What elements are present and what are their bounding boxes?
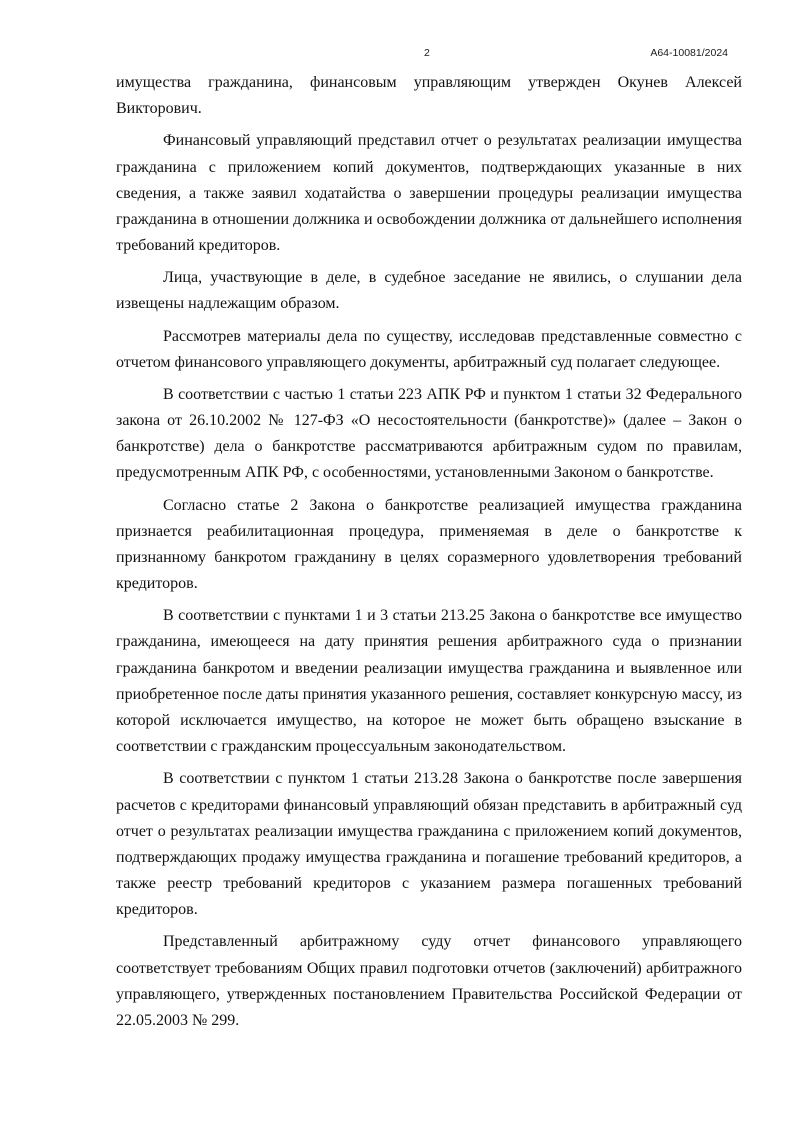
case-number: А64-10081/2024 — [650, 47, 728, 59]
page-number: 2 — [424, 47, 430, 59]
paragraph-article-213-28: В соответствии с пунктом 1 статьи 213.28 Закона о банкротстве после завершения расчетов с кредиторами финансовый управляющий обязан представить в арбитражный суд отчет о результатах реализации имущества гражданина с приложением копий документов, подтверждающих продажу имущества гражданина и погашение требований кредиторов, а также реестр требований кредиторов с указанием размера погашенных требований кредиторов. — [116, 770, 742, 919]
paragraph-parties-absent: Лица, участвующие в деле, в судебное заседание не явились, о слушании дела извещены надлежащим образом. — [116, 269, 742, 313]
paragraph-article-213-25: В соответствии с пунктами 1 и 3 статьи 213.25 Закона о банкротстве все имущество гражданина, имеющееся на дату принятия решения арбитражного суда о признании гражданина банкротом и введении реализации имущества гражданина и выявленное или приобретенное после даты принятия указанного решения, составляет конкурсную массу, из которой исключается имущество, на которое не может быть обращено взыскание в соответствии с гражданским процессуальным законодательством. — [116, 607, 742, 756]
page-header — [0, 47, 800, 63]
paragraph-court-considers: Рассмотрев материалы дела по существу, исследовав представленные совместно с отчетом финансового управляющего документы, арбитражный суд полагает следующее. — [116, 327, 742, 371]
paragraph-continuation: имущества гражданина, финансовым управляющим утвержден Окунев Алексей Викторович. — [116, 74, 742, 118]
paragraph-report-submitted: Финансовый управляющий представил отчет о результатах реализации имущества гражданина с приложением копий документов, подтверждающих указанные в них сведения, а также заявил ходатайства о завершении процедуры реализации имущества гражданина в отношении должника и освобождении должника от дальнейшего исполнения требований кредиторов. — [116, 132, 742, 255]
document-body — [116, 70, 742, 1040]
paragraph-legal-basis: В соответствии с частью 1 статьи 223 АПК РФ и пунктом 1 статьи 32 Федерального закона от 26.10.2002 № 127-ФЗ «О несостоятельности (банкротстве)» (далее – Закон о банкротстве) дела о банкротстве рассматриваются арбитражным судом по правилам, предусмотренным АПК РФ, с особенностями, установленными Законом о банкротстве. — [116, 385, 742, 482]
paragraph-article-2: Согласно статье 2 Закона о банкротстве реализацией имущества гражданина признается реабилитационная процедура, применяемая в деле о банкротстве к признанному банкротом гражданину в целях соразмерного удовлетворения требований кредиторов. — [116, 496, 742, 593]
paragraph-report-compliance: Представленный арбитражному суду отчет финансового управляющего соответствует требованиям Общих правил подготовки отчетов (заключений) арбитражного управляющего, утвержденных постановлением Правительства Российской Федерации от 22.05.2003 № 299. — [116, 933, 742, 1030]
